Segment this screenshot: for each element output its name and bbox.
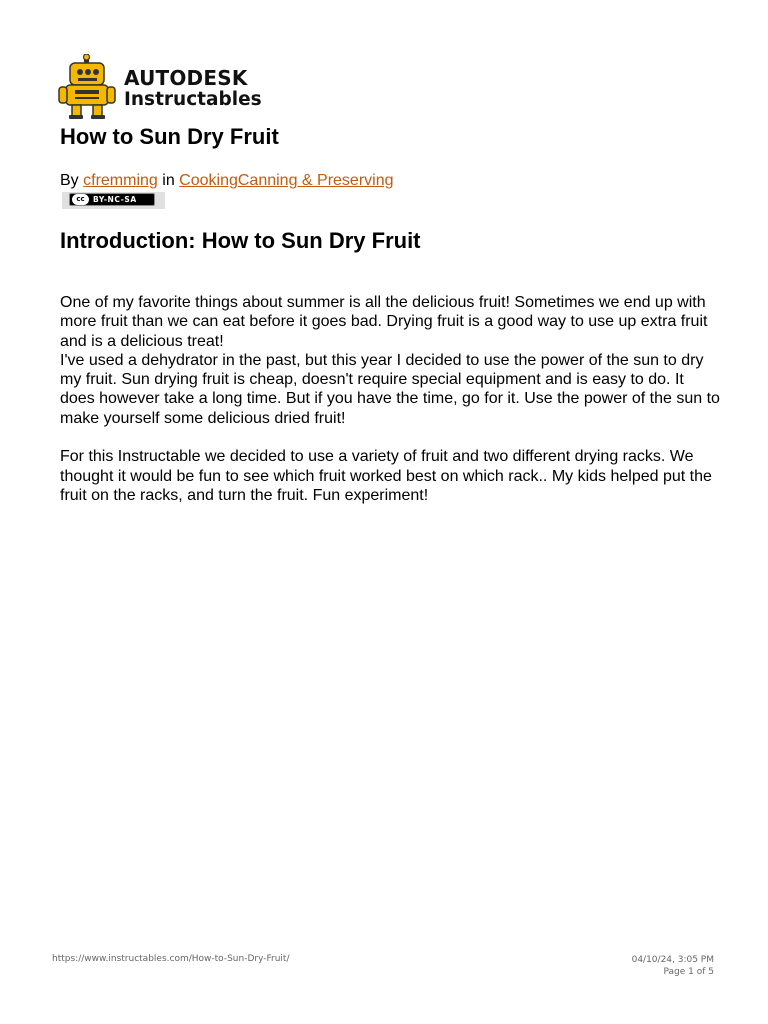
category-canning: Canning & Preserving — [237, 172, 394, 189]
body-paragraph-2: I've used a dehydrator in the past, but this year I decided to use the power of the sun to dry my fruit. Sun drying fruit is cheap, doesn't require special equipment and is easy to do. It does however take a long time. But if you have the time, go for it. Use the power of the sun to make yourself some delicious dried fruit! — [60, 351, 720, 427]
robot-mascot-icon — [58, 54, 118, 120]
paragraph-gap — [60, 428, 720, 447]
author-link[interactable]: cfremming — [83, 172, 158, 189]
footer-meta — [632, 954, 714, 978]
byline-by: By — [60, 172, 84, 189]
license-text: BY-NC-SA — [93, 195, 137, 204]
category-cooking: Cooking — [179, 172, 238, 189]
category-link[interactable] — [179, 172, 393, 189]
brand-instructables: Instructables — [124, 89, 262, 110]
instructables-logo[interactable] — [58, 54, 278, 124]
body-paragraph-1: One of my favorite things about summer is all the delicious fruit! Sometimes we end up with more fruit than we can eat before it goes bad. Drying fruit is a good way to use up extra fruit and is a delicious treat! — [60, 294, 708, 350]
intro-body — [60, 293, 720, 505]
brand-autodesk: AUTODESK — [124, 66, 248, 90]
byline-in: in — [157, 172, 180, 189]
intro-heading: Introduction: How to Sun Dry Fruit — [60, 228, 421, 253]
license-badge-inner — [69, 193, 155, 206]
page-title: How to Sun Dry Fruit — [60, 124, 279, 149]
body-paragraph-3: For this Instructable we decided to use a variety of fruit and two different drying racks. We thought it would be fun to see which fruit worked best on which rack.. My kids helped put the fruit on the racks, and turn the fruit. Fun experiment! — [60, 448, 712, 504]
footer-page-number: Page 1 of 5 — [663, 967, 714, 977]
footer-url: https://www.instructables.com/How-to-Sun-Dry-Fruit/ — [52, 954, 290, 964]
footer-timestamp: 04/10/24, 3:05 PM — [631, 955, 714, 965]
byline — [60, 172, 394, 190]
creative-commons-icon: cc — [72, 194, 89, 205]
license-badge[interactable] — [62, 192, 165, 209]
